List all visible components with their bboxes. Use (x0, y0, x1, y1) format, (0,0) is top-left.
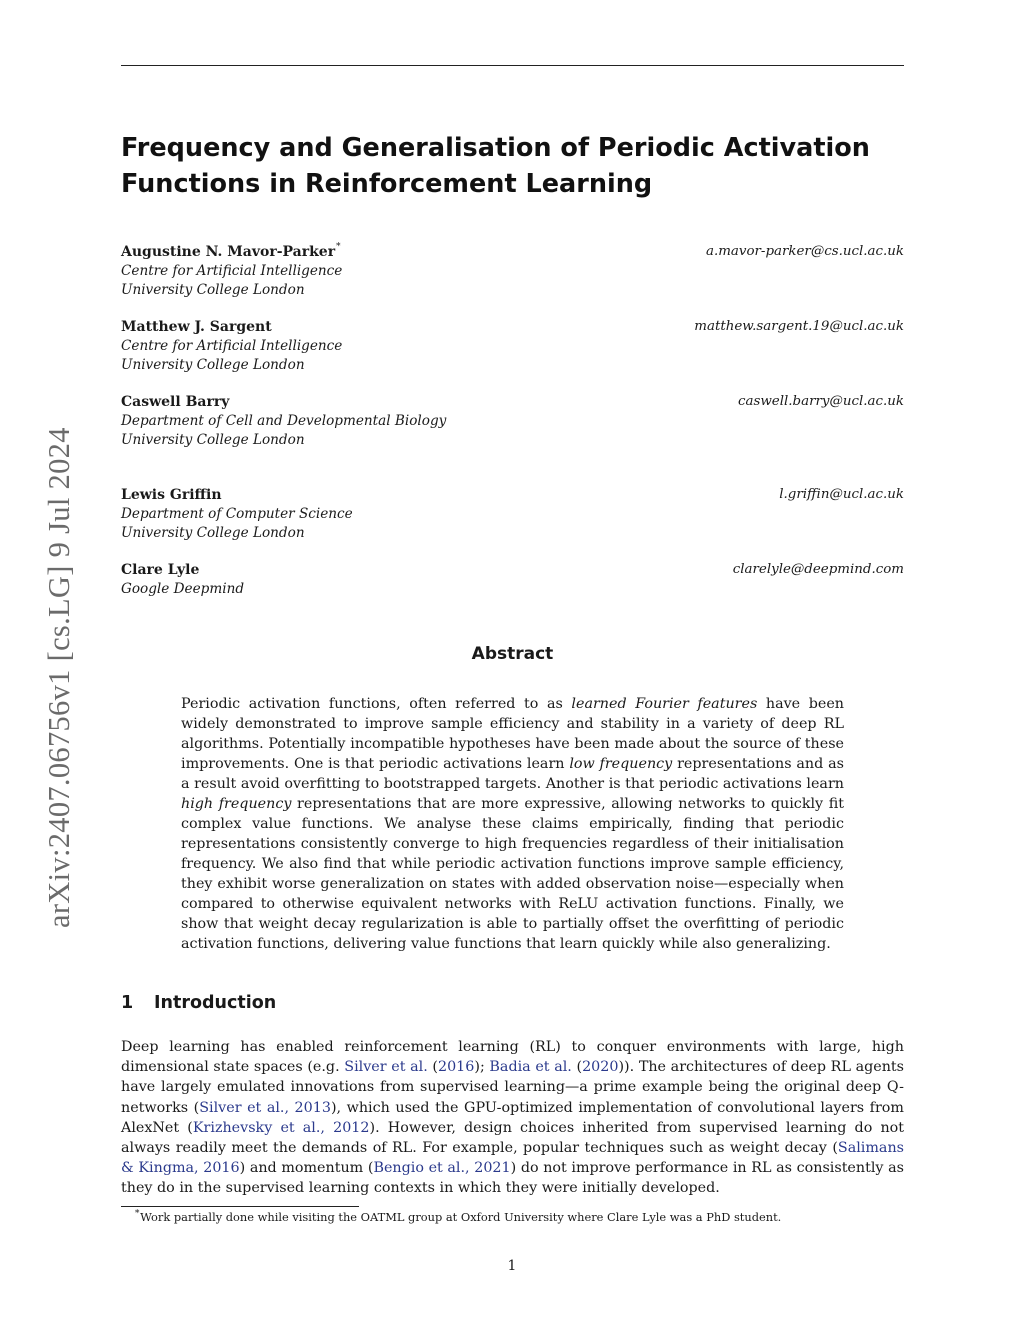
author-block (121, 486, 904, 542)
author-name: Clare Lyle (121, 562, 200, 578)
author-affiliation: University College London (121, 281, 305, 298)
intro-text: )). The architectures of deep RL agents have largely emulated innovations from supervised learning—a prime example being the original deep Q-networks ( (121, 1059, 905, 1116)
footnote-mark[interactable]: ∗ (335, 240, 342, 250)
footnote (134, 1207, 904, 1225)
section-number: 1 (121, 993, 134, 1013)
author-affiliation: Google Deepmind (121, 580, 245, 597)
author-affiliation: Centre for Artificial Intelligence (121, 337, 343, 354)
abstract-text (181, 694, 844, 954)
citation-year-link[interactable]: 2020 (582, 1059, 619, 1076)
citation-link[interactable]: Silver et al., 2013 (199, 1099, 331, 1116)
intro-text: ). However, design choices inherited from supervised learning do not always readily meet the demands of RL. For example, popular techniques such as weight decay ( (121, 1119, 905, 1157)
author-block (121, 393, 904, 449)
author-block (121, 318, 904, 374)
author-affiliation: University College London (121, 431, 305, 448)
intro-text: Deep learning has enabled reinforcement learning (RL) to conquer environments with large, high dimensional state spaces (e.g. (121, 1039, 904, 1076)
intro-paragraph (121, 1037, 904, 1199)
abstract-segment: Periodic activation functions, often referred to as (181, 696, 572, 712)
footnote-rule (121, 1206, 359, 1207)
footnote-mark: ∗ (134, 1207, 141, 1217)
author-name: Lewis Griffin (121, 487, 222, 503)
author-affiliation: Department of Computer Science (121, 505, 353, 522)
abstract-emphasis: learned Fourier features (571, 696, 758, 712)
section-heading (121, 993, 521, 1013)
author-affiliation: University College London (121, 524, 305, 541)
author-affiliation: University College London (121, 356, 305, 373)
header-rule (121, 65, 904, 66)
citation-link[interactable]: Badia et al. (489, 1059, 572, 1076)
author-affiliation: Centre for Artificial Intelligence (121, 262, 343, 279)
abstract-segment: have been widely demonstrated to improve sample efficiency and stability in a variety of deep RL algorithms. Potentially incompatible hypotheses have been made about the source of these improvements. One is that periodic activations learn (181, 696, 845, 772)
author-email[interactable]: clarelyle@deepmind.com (732, 562, 904, 577)
author-affiliation: Department of Cell and Developmental Biology (121, 412, 447, 429)
abstract-heading: Abstract (471, 644, 554, 664)
citation-link[interactable]: Bengio et al., 2021 (373, 1160, 511, 1177)
intro-text: ( (427, 1059, 438, 1076)
author-block (121, 561, 904, 599)
intro-text: ) and momentum ( (239, 1160, 374, 1177)
author-block (121, 240, 904, 299)
author-email[interactable]: a.mavor-parker@cs.ucl.ac.uk (705, 244, 904, 259)
abstract-emphasis: low frequency (569, 756, 673, 772)
page-number: 1 (507, 1258, 517, 1274)
author-email[interactable]: l.griffin@ucl.ac.uk (779, 487, 904, 502)
citation-year-link[interactable]: 2016 (437, 1059, 475, 1076)
author-name: Augustine N. Mavor-Parker (121, 244, 336, 260)
arxiv-stamp[interactable]: arXiv:2407.06756v1 [cs.LG] 9 Jul 2024 (42, 427, 76, 928)
footnote-text: Work partially done while visiting the OATML group at Oxford University where Clare Lyle was a PhD student. (140, 1210, 782, 1224)
intro-text: ( (571, 1059, 583, 1076)
abstract-segment: representations and as a result avoid overfitting to bootstrapped targets. Another is that periodic activations learn (181, 756, 844, 792)
author-email[interactable]: matthew.sargent.19@ucl.ac.uk (694, 319, 904, 334)
citation-link[interactable]: Silver et al. (344, 1059, 428, 1076)
intro-text: ), which used the GPU-optimized implementation of convolutional layers from AlexNet ( (121, 1099, 904, 1136)
intro-text: ); (474, 1059, 490, 1076)
abstract-emphasis: high frequency (181, 796, 292, 812)
author-name: Caswell Barry (121, 394, 230, 410)
abstract-segment: representations that are more expressive, allowing networks to quickly fit complex value functions. We analyse these claims empirically, finding that periodic representations consistently converge to high frequencies regardless of their initialisation frequency. We also find that while periodic activation functions improve sample efficiency, they exhibit worse generalization on states with added observation noise—especially when compared to otherwise equivalent networks with ReLU activation functions. Finally, we show that weight decay regularization is able to partially offset the overfitting of periodic activation functions, delivering value functions that learn quickly while also generalizing. (181, 796, 844, 952)
intro-text: ) do not improve performance in RL as consistently as they do in the supervised learning contexts in which they were initially developed. (121, 1160, 904, 1197)
paper-title: Frequency and Generalisation of Periodic Activation Functions in Reinforcement Learning (121, 133, 870, 199)
author-email[interactable]: caswell.barry@ucl.ac.uk (737, 394, 904, 409)
citation-link[interactable]: Krizhevsky et al., 2012 (192, 1119, 370, 1136)
author-name: Matthew J. Sargent (121, 319, 272, 335)
citation-link[interactable]: Salimans & Kingma, 2016 (121, 1140, 904, 1177)
section-title: Introduction (154, 993, 277, 1013)
